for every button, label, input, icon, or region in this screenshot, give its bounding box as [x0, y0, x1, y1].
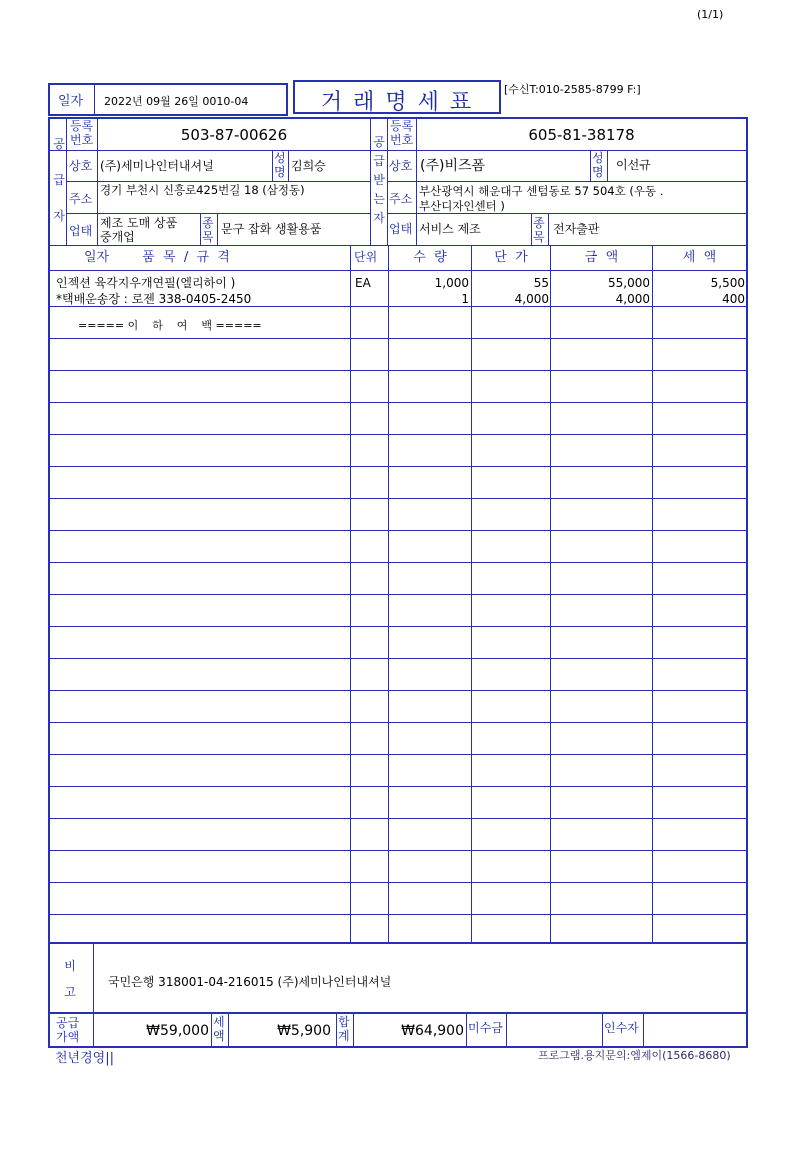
unpaid-label: 미수금	[468, 1021, 503, 1035]
item-amount: 4,000	[615, 292, 650, 306]
receiver-side-label-3: 받	[373, 173, 385, 187]
receiver-biz-label: 업태	[389, 222, 413, 236]
receiver-side-label-4: 는	[373, 192, 385, 206]
supplier-side-label-1: 공	[53, 137, 65, 151]
item-name: *택배운송장 : 로젠 338-0405-2450	[56, 292, 252, 306]
column-header-qty: 수 량	[413, 250, 447, 265]
page-counter: (1/1)	[697, 8, 724, 21]
supply-amount: ₩59,000	[146, 1023, 209, 1039]
document-title: 거 래 명 세 표	[320, 90, 474, 115]
date-label: 일자	[58, 94, 84, 109]
item-unit: EA	[355, 276, 371, 290]
blank-note: ===== 이 하 여 백 =====	[78, 319, 262, 332]
supplier-type-label: 종 목	[202, 216, 214, 245]
supplier-reg-no: 503-87-00626	[180, 126, 288, 144]
receiver-side-label-5: 자	[373, 211, 385, 225]
supplier-biz-label: 업태	[69, 224, 93, 238]
item-qty: 1	[461, 292, 469, 306]
remarks-text: 국민은행 318001-04-216015 (주)세미나인터내셔널	[108, 975, 392, 989]
tax-total: ₩5,900	[277, 1023, 331, 1039]
supply-amount-label: 공급 가액	[56, 1016, 80, 1044]
supplier-rep: 김희승	[291, 159, 326, 173]
tax-total-label: 세 액	[213, 1015, 225, 1043]
item-tax: 400	[722, 292, 745, 306]
receiver-reg-no: 605-81-38178	[528, 126, 635, 144]
receiver-rep: 이선규	[616, 158, 651, 172]
item-name: 인젝션 육각지우개연필(엘리하이 )	[56, 276, 236, 290]
supplier-addr: 경기 부천시 신흥로425번길 18 (삼정동)	[100, 183, 305, 197]
column-header-tax: 세 액	[682, 250, 717, 265]
receiver-reg-label: 등록 번호	[390, 119, 414, 147]
supplier-rep-label: 성 명	[274, 151, 286, 179]
receiver-name: (주)비즈폼	[420, 158, 486, 174]
remarks-label-1: 비	[64, 959, 76, 973]
supplier-reg-label: 등록 번호	[70, 119, 94, 147]
grand-total-label: 합 계	[338, 1015, 350, 1043]
receiver-sign-label: 인수자	[604, 1021, 639, 1035]
supplier-name-label: 상호	[69, 159, 93, 173]
item-price: 55	[533, 276, 549, 290]
grand-total: ₩64,900	[401, 1023, 464, 1039]
receiver-side-label-1: 공	[373, 135, 385, 149]
item-price: 4,000	[514, 292, 549, 306]
receiver-rep-label: 성 명	[592, 151, 604, 179]
supplier-addr-label: 주소	[69, 192, 93, 206]
column-header-amount: 금 액	[584, 250, 619, 265]
receiver-addr-label: 주소	[389, 192, 413, 206]
supplier-side-label-3: 자	[53, 209, 65, 223]
supplier-name: (주)세미나인터내셔널	[100, 159, 214, 173]
date-value: 2022년 09월 26일 0010-04	[104, 95, 249, 108]
supplier-type: 문구 잡화 생활용품	[221, 222, 322, 236]
column-header-item: 일자 품 목 / 규 격	[84, 250, 230, 265]
footer-contact: 프로그램.용지문의:엠제이(1566-8680)	[538, 1049, 731, 1062]
receiver-name-label: 상호	[389, 159, 413, 173]
column-header-unit: 단위	[354, 250, 378, 264]
item-qty: 1,000	[434, 276, 469, 290]
receiver-type: 전자출판	[553, 222, 600, 236]
receiver-type-label: 종 목	[533, 216, 545, 245]
receiver-addr: 부산광역시 해운대구 센텀동로 57 504호 (우동 . 부산디자인센터 )	[419, 184, 664, 213]
column-header-price: 단 가	[494, 250, 528, 265]
receiver-biz: 서비스 제조	[419, 222, 481, 236]
item-amount: 55,000	[608, 276, 650, 290]
fax-info: [수신T:010-2585-8799 F:]	[504, 83, 641, 96]
supplier-side-label-2: 급	[53, 173, 65, 187]
supplier-biz: 제조 도매 상품 중개업	[100, 216, 178, 245]
receiver-side-label-2: 급	[373, 154, 385, 168]
footer-brand: 천년경영||	[55, 1051, 114, 1066]
remarks-label-2: 고	[64, 985, 76, 999]
item-tax: 5,500	[710, 276, 745, 290]
